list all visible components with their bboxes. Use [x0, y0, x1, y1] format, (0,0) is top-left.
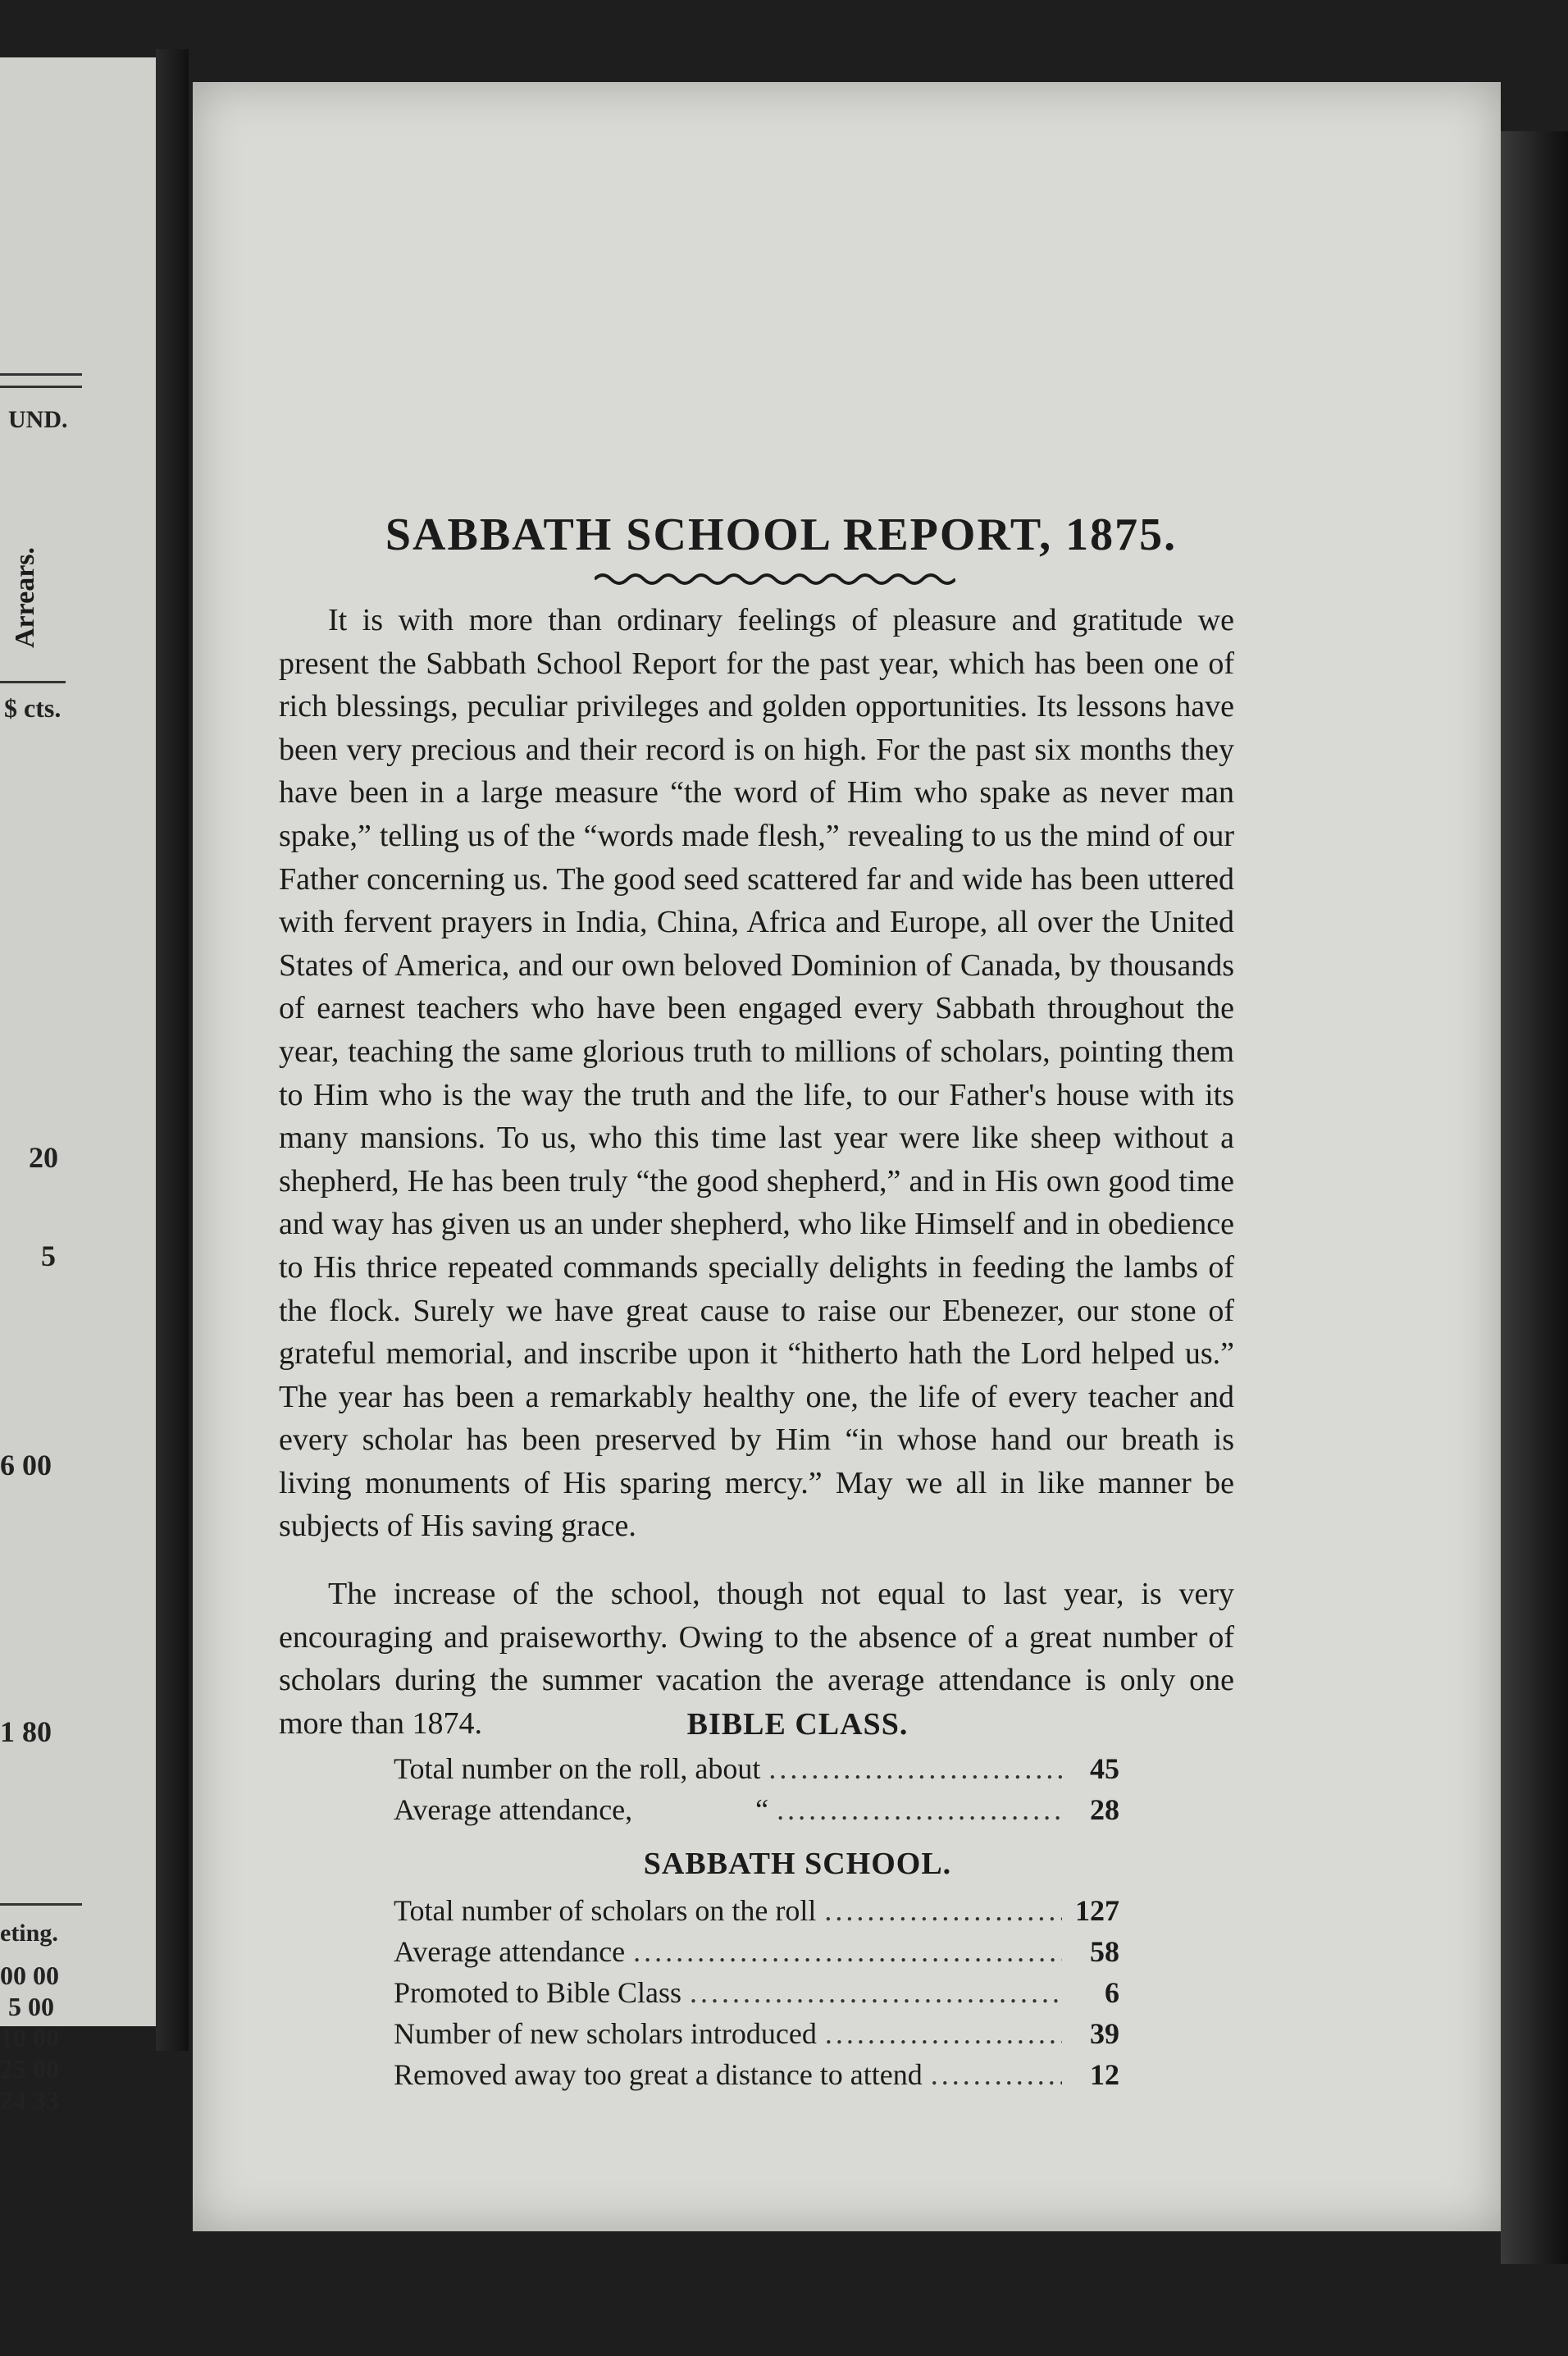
- leader-dots: [777, 1792, 1062, 1827]
- left-page-fragment: [0, 57, 156, 2115]
- stat-value: 58: [1090, 1935, 1119, 1968]
- report-paragraph: It is with more than ordinary feelings of pleasure and gratitude we present the Sabbath School Report for the past year, which has been one of rich blessings, peculiar privileges and golden opportunities. Its lessons have been very precious and their record is on high. For the past six months they have been in a large measure “the word of Him who spake as never man spake,” telling us of the “words made flesh,” revealing to us the mind of our Father concerning us. The good seed scattered far and wide has been uttered with fervent prayers in India, China, Africa and Europe, all over the United States of America, and our own beloved Dominion of Canada, by thousands of earnest teachers who have been engaged every Sabbath throughout the year, teaching the same glorious truth to millions of scholars, pointing them to Him who is the way the truth and the life, to our Father's house with its many mansions. To us, who this time last year were like sheep without a shepherd, He has been truly “the good shepherd,” and in His own good time and way has given us an under shepherd, who like Himself and in obedience to His thrice repeated commands specially delights in feeding the lambs of the flock. Surely we have great cause to raise our Ebenezer, our stone of grateful memorial, and inscribe upon it “hitherto hath the Lord helped us.” The year has been a remarkably healthy one, the life of every teacher and every scholar has been preserved by Him “in whose hand our breath is living monuments of His sparing mercy.” May we all in like manner be subjects of His saving grace.: [279, 603, 1234, 1544]
- stat-value: 28: [1090, 1793, 1119, 1826]
- bible-class-row: [394, 1751, 1119, 1792]
- left-page-rule: [0, 1903, 82, 1906]
- sabbath-school-row: [394, 1893, 1119, 1934]
- left-page-cts-header: $ cts.: [4, 693, 62, 723]
- sabbath-school-row: [394, 2057, 1119, 2098]
- leader-dots: [768, 1751, 1062, 1786]
- left-page-meeting-amount: 25 00: [0, 2054, 59, 2084]
- left-page-amount: 5: [41, 1240, 56, 1272]
- left-page-meeting-amount: 5 00: [8, 1992, 54, 2021]
- left-page-rule: [0, 681, 66, 683]
- sabbath-school-row: [394, 1975, 1119, 2016]
- left-page-rule: [0, 373, 82, 376]
- sabbath-school-heading: SABBATH SCHOOL.: [643, 1847, 952, 1881]
- left-page-meeting-amount: 00 00: [0, 1961, 59, 1990]
- stat-label: Promoted to Bible Class: [394, 1976, 681, 2009]
- stat-label: Total number on the roll, about: [394, 1752, 761, 1785]
- left-page-arrears-header: Arrears.: [10, 546, 40, 648]
- report-page: [193, 82, 1501, 2231]
- stat-value: 12: [1090, 2058, 1119, 2091]
- left-page-meeting-amount: 10 00: [0, 2023, 59, 2052]
- leader-dots: [825, 2016, 1062, 2051]
- left-page-rule: [0, 386, 82, 388]
- left-page-amount: 6 00: [0, 1449, 52, 1482]
- leader-dots: [931, 2057, 1062, 2092]
- stat-label: Average attendance,: [394, 1793, 633, 1826]
- left-page-amount: 20: [29, 1141, 58, 1174]
- left-page-meeting-amount: 24 33: [0, 2085, 59, 2115]
- sabbath-school-row: [394, 2016, 1119, 2057]
- bible-class-heading: BIBLE CLASS.: [686, 1707, 909, 1742]
- leader-dots: [824, 1893, 1062, 1928]
- left-page-meeting-header: eting.: [0, 1920, 58, 1947]
- leader-dots: [633, 1934, 1062, 1969]
- ditto-mark: “: [755, 1793, 769, 1826]
- stat-value: 6: [1105, 1976, 1119, 2009]
- sabbath-school-row: [394, 1934, 1119, 1975]
- stat-value: 127: [1075, 1894, 1119, 1927]
- stat-value: 45: [1090, 1752, 1119, 1785]
- left-page-amount: 1 80: [0, 1715, 52, 1748]
- report-paragraph: The increase of the school, though not equal to last year, is very encouraging and praiseworthy. Owing to the absence of a great number of scholars during the summer vacation the average attendance is only one more than 1874.: [279, 1577, 1234, 1741]
- report-title: SABBATH SCHOOL REPORT, 1875.: [385, 509, 1178, 560]
- stat-label: Removed away too great a distance to attend: [394, 2058, 923, 2091]
- leader-dots: [690, 1975, 1062, 2010]
- stat-value: 39: [1090, 2017, 1119, 2050]
- title-ornament-rule: [595, 568, 955, 587]
- left-page-fund-header: UND.: [8, 406, 68, 433]
- report-body: [279, 599, 1234, 1769]
- stat-label: Average attendance: [394, 1935, 626, 1968]
- bible-class-row: [394, 1792, 1119, 1833]
- book-gutter-shadow: [156, 49, 189, 2051]
- book-binding-edge: [1501, 131, 1568, 2264]
- stat-label: Number of new scholars introduced: [394, 2017, 817, 2050]
- stat-label: Total number of scholars on the roll: [394, 1894, 817, 1927]
